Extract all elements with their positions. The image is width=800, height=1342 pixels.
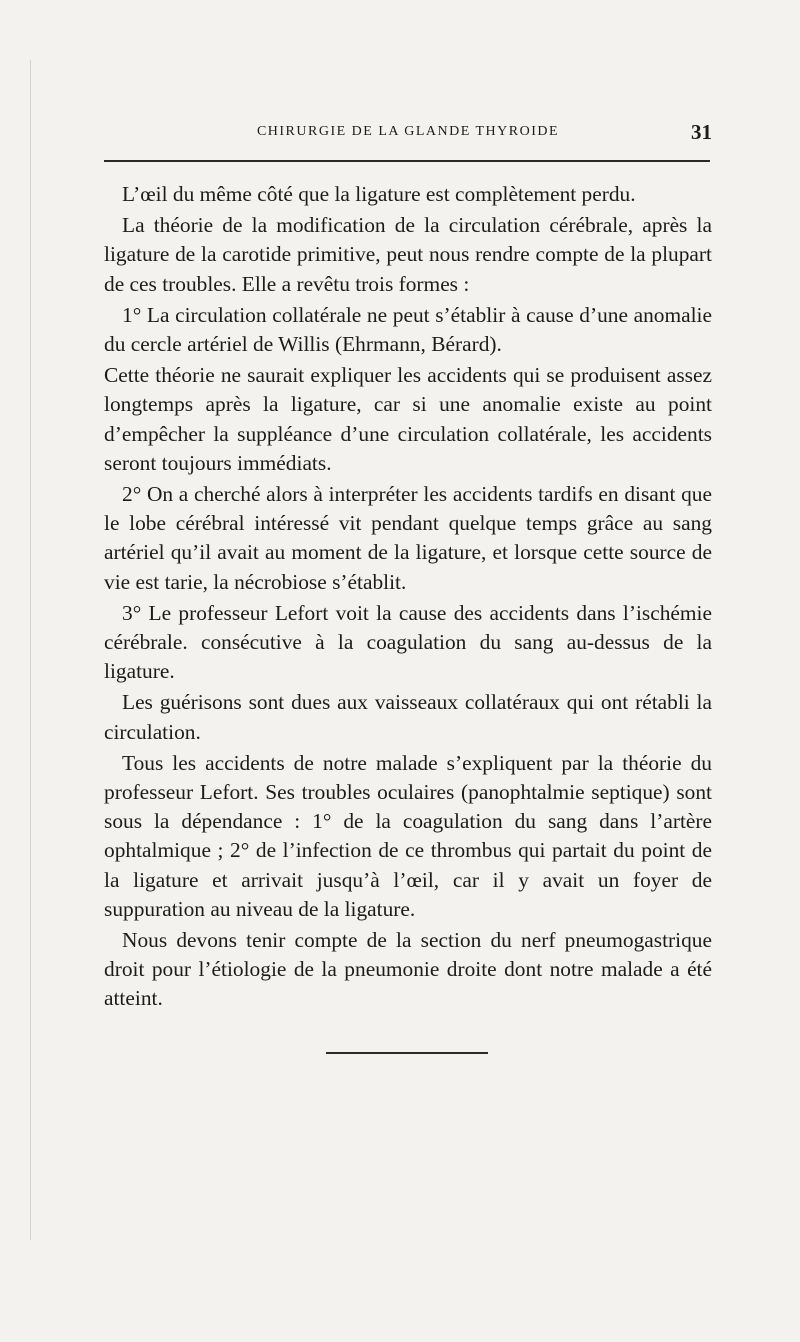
paragraph: Les guérisons sont dues aux vaisseaux collatéraux qui ont rétabli la circulation.: [104, 690, 712, 744]
end-rule: [326, 1052, 488, 1054]
paragraph: Cette théorie ne saurait expliquer les accidents qui se produisent assez longtemps après la ligature, car si une anomalie existe au point d’empêcher la suppléance d’une circulation collatérale, les accidents seront toujours immédiats.: [104, 363, 712, 475]
paragraph: Nous devons tenir compte de la section du nerf pneumogastrique droit pour l’étiologie de la pneumonie droite dont notre malade a été atteint.: [104, 928, 712, 1011]
paragraph: Tous les accidents de notre malade s’expliquent par la théorie du professeur Lefort. Ses troubles oculaires (panophtalmie septique) sont sous la dépendance : 1° de la coagulation du sang dans l’artère ophtalmique ; 2° de l’infection de ce thrombus qui partait du point de la ligature et arrivait jusqu’à l’œil, car il y avait un foyer de suppuration au niveau de la ligature.: [104, 750, 712, 921]
page-header: [104, 122, 712, 148]
paragraph: La théorie de la modification de la circulation cérébrale, après la ligature de la carotide primitive, peut nous rendre compte de la plupart de ces troubles. Elle a revêtu trois formes :: [104, 213, 712, 296]
header-rule: [104, 160, 710, 162]
body-text: [104, 180, 712, 1016]
paragraph: 2° On a cherché alors à interpréter les accidents tardifs en disant que le lobe cérébral intéressé vit pendant quelque temps grâce au sang artériel qu’il avait au moment de la ligature, et lorsque cette source de vie est tarie, la nécrobiose s’établit.: [104, 482, 712, 594]
paragraph: 1° La circulation collatérale ne peut s’établir à cause d’une anomalie du cercle artériel de Willis (Ehrmann, Bérard).: [104, 302, 712, 357]
paragraph: L’œil du même côté que la ligature est complètement perdu.: [122, 182, 636, 206]
page-number: 31: [691, 120, 712, 144]
page-edge-shadow: [30, 60, 31, 1240]
running-title: CHIRURGIE DE LA GLANDE THYROIDE: [256, 124, 560, 139]
paragraph: 3° Le professeur Lefort voit la cause des accidents dans l’ischémie cérébrale. consécutive à la coagulation du sang au-dessus de la ligature.: [104, 600, 712, 684]
